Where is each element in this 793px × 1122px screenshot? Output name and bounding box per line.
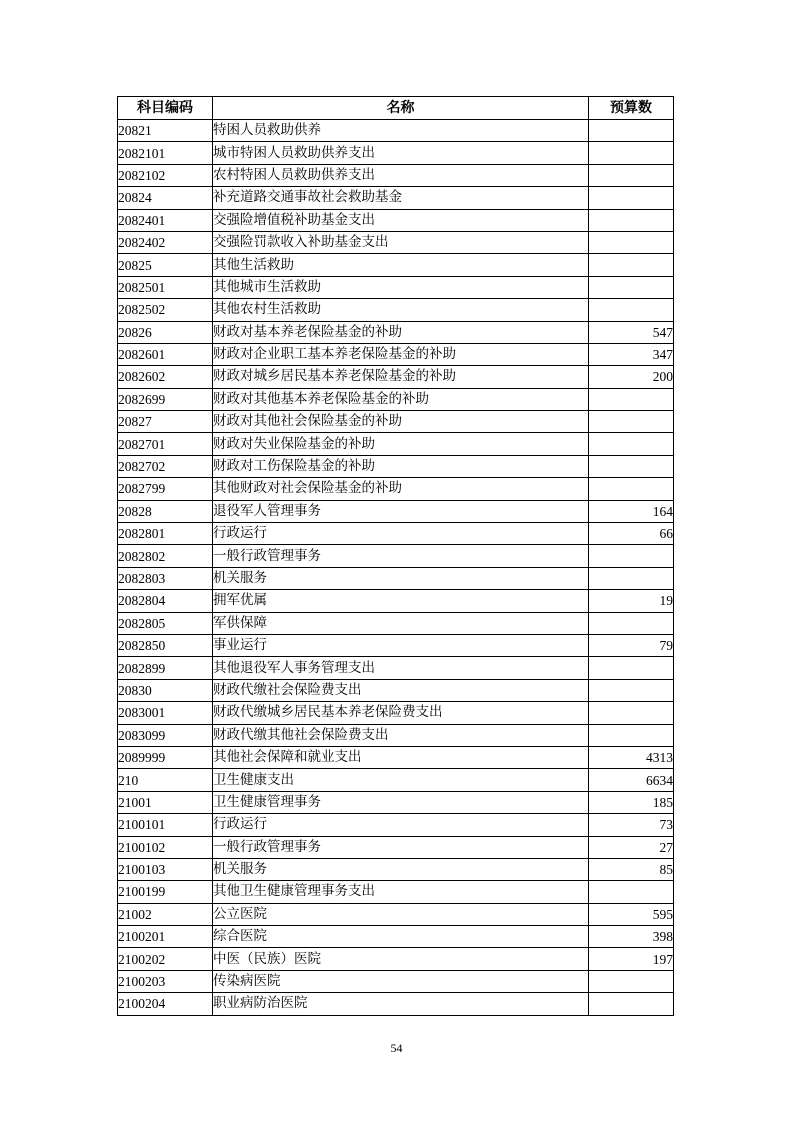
table-row — [118, 791, 674, 813]
row-amount — [589, 970, 674, 992]
table-row — [118, 276, 674, 298]
table-row — [118, 993, 674, 1015]
row-amount: 200 — [589, 366, 674, 388]
row-code: 2082850 — [118, 634, 213, 656]
row-code: 20830 — [118, 679, 213, 701]
table-row — [118, 970, 674, 992]
table-row — [118, 120, 674, 142]
table-row — [118, 634, 674, 656]
row-amount — [589, 209, 674, 231]
row-name: 军供保障 — [213, 612, 589, 634]
table-row — [118, 926, 674, 948]
row-name: 机关服务 — [213, 858, 589, 880]
row-name: 行政运行 — [213, 523, 589, 545]
row-code: 2082402 — [118, 231, 213, 253]
row-name: 事业运行 — [213, 634, 589, 656]
row-amount — [589, 679, 674, 701]
row-name: 公立医院 — [213, 903, 589, 925]
row-code: 2082804 — [118, 590, 213, 612]
row-amount — [589, 545, 674, 567]
table-row — [118, 299, 674, 321]
row-amount — [589, 388, 674, 410]
row-code: 21001 — [118, 791, 213, 813]
row-name: 其他农村生活救助 — [213, 299, 589, 321]
table-row — [118, 881, 674, 903]
row-name: 其他社会保障和就业支出 — [213, 746, 589, 768]
row-amount — [589, 455, 674, 477]
row-name: 卫生健康支出 — [213, 769, 589, 791]
row-code: 20827 — [118, 411, 213, 433]
row-code: 2082601 — [118, 343, 213, 365]
row-code: 2082502 — [118, 299, 213, 321]
table-row — [118, 478, 674, 500]
row-name: 农村特困人员救助供养支出 — [213, 164, 589, 186]
row-code: 2100202 — [118, 948, 213, 970]
row-code: 2082102 — [118, 164, 213, 186]
row-name: 传染病医院 — [213, 970, 589, 992]
row-amount — [589, 612, 674, 634]
row-name: 财政对企业职工基本养老保险基金的补助 — [213, 343, 589, 365]
table-header-row — [118, 97, 674, 120]
row-code: 2082699 — [118, 388, 213, 410]
table-row — [118, 231, 674, 253]
row-amount — [589, 187, 674, 209]
row-code: 2083099 — [118, 724, 213, 746]
row-amount: 66 — [589, 523, 674, 545]
table-row — [118, 836, 674, 858]
row-amount: 547 — [589, 321, 674, 343]
header-name: 名称 — [213, 97, 589, 120]
row-amount — [589, 299, 674, 321]
row-amount: 197 — [589, 948, 674, 970]
row-amount — [589, 881, 674, 903]
table-row — [118, 657, 674, 679]
row-code: 2082101 — [118, 142, 213, 164]
header-code: 科目编码 — [118, 97, 213, 120]
row-amount: 79 — [589, 634, 674, 656]
row-amount: 19 — [589, 590, 674, 612]
table-row — [118, 187, 674, 209]
row-code: 2082701 — [118, 433, 213, 455]
row-name: 其他生活救助 — [213, 254, 589, 276]
row-name: 交强险增值税补助基金支出 — [213, 209, 589, 231]
row-amount: 27 — [589, 836, 674, 858]
row-amount — [589, 702, 674, 724]
row-amount — [589, 657, 674, 679]
row-name: 其他卫生健康管理事务支出 — [213, 881, 589, 903]
row-code: 20826 — [118, 321, 213, 343]
row-name: 卫生健康管理事务 — [213, 791, 589, 813]
row-code: 210 — [118, 769, 213, 791]
table-row — [118, 702, 674, 724]
row-name: 财政对工伤保险基金的补助 — [213, 455, 589, 477]
row-code: 20828 — [118, 500, 213, 522]
row-code: 2082899 — [118, 657, 213, 679]
row-name: 财政对基本养老保险基金的补助 — [213, 321, 589, 343]
row-amount — [589, 164, 674, 186]
row-code: 2082799 — [118, 478, 213, 500]
table-row — [118, 814, 674, 836]
row-name: 财政代缴社会保险费支出 — [213, 679, 589, 701]
row-name: 财政代缴其他社会保险费支出 — [213, 724, 589, 746]
row-amount — [589, 478, 674, 500]
row-amount — [589, 254, 674, 276]
row-code: 2082501 — [118, 276, 213, 298]
row-name: 补充道路交通事故社会救助基金 — [213, 187, 589, 209]
header-amount: 预算数 — [589, 97, 674, 120]
table-row — [118, 366, 674, 388]
table-row — [118, 612, 674, 634]
row-name: 其他城市生活救助 — [213, 276, 589, 298]
row-name: 城市特困人员救助供养支出 — [213, 142, 589, 164]
row-name: 财政代缴城乡居民基本养老保险费支出 — [213, 702, 589, 724]
row-code: 2082602 — [118, 366, 213, 388]
row-amount: 85 — [589, 858, 674, 880]
table-body — [118, 120, 674, 1016]
row-code: 2082801 — [118, 523, 213, 545]
row-amount: 398 — [589, 926, 674, 948]
budget-table — [117, 96, 674, 1016]
row-amount — [589, 724, 674, 746]
table-row — [118, 455, 674, 477]
row-name: 机关服务 — [213, 567, 589, 589]
row-name: 综合医院 — [213, 926, 589, 948]
row-name: 中医（民族）医院 — [213, 948, 589, 970]
row-name: 一般行政管理事务 — [213, 836, 589, 858]
table-row — [118, 903, 674, 925]
row-name: 财政对其他基本养老保险基金的补助 — [213, 388, 589, 410]
row-amount: 4313 — [589, 746, 674, 768]
row-amount: 347 — [589, 343, 674, 365]
row-code: 20825 — [118, 254, 213, 276]
table-row — [118, 769, 674, 791]
row-code: 2100101 — [118, 814, 213, 836]
table-row — [118, 545, 674, 567]
row-name: 职业病防治医院 — [213, 993, 589, 1015]
row-amount — [589, 433, 674, 455]
row-amount — [589, 120, 674, 142]
row-amount — [589, 993, 674, 1015]
row-code: 2082802 — [118, 545, 213, 567]
row-amount — [589, 231, 674, 253]
row-code: 20821 — [118, 120, 213, 142]
table-row — [118, 209, 674, 231]
row-amount: 164 — [589, 500, 674, 522]
row-code: 2100103 — [118, 858, 213, 880]
row-name: 其他退役军人事务管理支出 — [213, 657, 589, 679]
table-row — [118, 433, 674, 455]
table-row — [118, 746, 674, 768]
row-name: 一般行政管理事务 — [213, 545, 589, 567]
table-row — [118, 321, 674, 343]
page-number: 54 — [390, 1041, 403, 1055]
row-code: 2082702 — [118, 455, 213, 477]
row-amount — [589, 276, 674, 298]
table-row — [118, 500, 674, 522]
row-amount — [589, 142, 674, 164]
table-row — [118, 567, 674, 589]
row-code: 2082805 — [118, 612, 213, 634]
row-amount — [589, 411, 674, 433]
table-row — [118, 411, 674, 433]
row-amount — [589, 567, 674, 589]
row-amount: 6634 — [589, 769, 674, 791]
table-row — [118, 948, 674, 970]
table-row — [118, 254, 674, 276]
row-code: 21002 — [118, 903, 213, 925]
row-name: 特困人员救助供养 — [213, 120, 589, 142]
table-row — [118, 724, 674, 746]
row-code: 2100201 — [118, 926, 213, 948]
row-name: 行政运行 — [213, 814, 589, 836]
row-name: 其他财政对社会保险基金的补助 — [213, 478, 589, 500]
table-row — [118, 858, 674, 880]
table-row — [118, 164, 674, 186]
row-amount: 185 — [589, 791, 674, 813]
table-row — [118, 142, 674, 164]
row-name: 交强险罚款收入补助基金支出 — [213, 231, 589, 253]
row-name: 财政对城乡居民基本养老保险基金的补助 — [213, 366, 589, 388]
row-code: 2100203 — [118, 970, 213, 992]
row-code: 20824 — [118, 187, 213, 209]
row-code: 2100199 — [118, 881, 213, 903]
row-name: 财政对失业保险基金的补助 — [213, 433, 589, 455]
row-code: 2082803 — [118, 567, 213, 589]
row-code: 2082401 — [118, 209, 213, 231]
row-name: 财政对其他社会保险基金的补助 — [213, 411, 589, 433]
table-row — [118, 590, 674, 612]
row-amount: 73 — [589, 814, 674, 836]
row-name: 退役军人管理事务 — [213, 500, 589, 522]
row-amount: 595 — [589, 903, 674, 925]
row-code: 2089999 — [118, 746, 213, 768]
table-row — [118, 343, 674, 365]
table-row — [118, 523, 674, 545]
row-name: 拥军优属 — [213, 590, 589, 612]
table-row — [118, 388, 674, 410]
row-code: 2100102 — [118, 836, 213, 858]
row-code: 2083001 — [118, 702, 213, 724]
table-row — [118, 679, 674, 701]
row-code: 2100204 — [118, 993, 213, 1015]
